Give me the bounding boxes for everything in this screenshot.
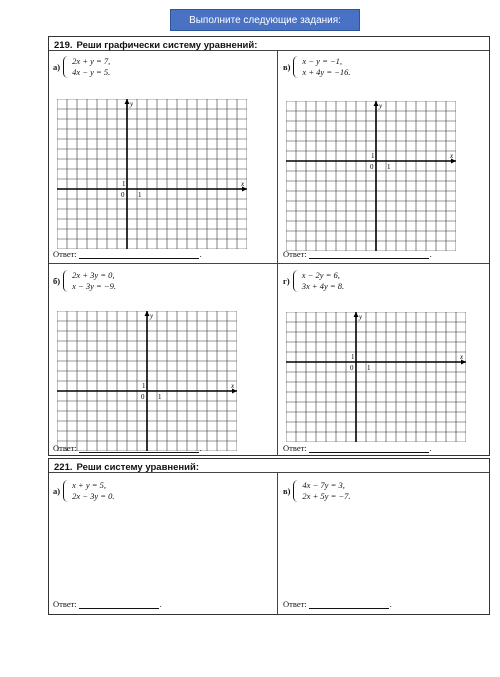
- task-banner: [170, 9, 360, 31]
- answer-dot: .: [429, 249, 432, 259]
- y-axis-label: y: [379, 102, 383, 110]
- x-unit-label: 1: [367, 364, 371, 372]
- system-219-v: [283, 56, 351, 78]
- y-unit-label: 1: [351, 353, 355, 361]
- column-divider: [277, 50, 278, 456]
- equation-2: x − 3y = −9.: [72, 281, 116, 291]
- answer-line[interactable]: [309, 250, 429, 259]
- part-letter: в): [283, 62, 291, 72]
- answer-dot: .: [159, 599, 162, 609]
- answer-label: Ответ:: [283, 249, 307, 259]
- equation-1: 2x + y = 7,: [72, 56, 111, 66]
- answer-219-a: [53, 249, 202, 259]
- coordinate-grid-219-v: [286, 101, 456, 251]
- problem-219-number: 219.: [54, 40, 73, 51]
- answer-219-b: [53, 443, 202, 453]
- banner-text: Выполните следующие задания:: [189, 14, 341, 26]
- y-unit-label: 1: [122, 180, 126, 188]
- title-divider: [49, 472, 489, 473]
- x-unit-label: 1: [387, 163, 391, 171]
- y-axis-arrow-icon: [354, 312, 359, 317]
- coordinate-grid-219-g: [286, 312, 466, 442]
- y-unit-label: 1: [142, 382, 146, 390]
- part-letter: г): [283, 276, 290, 286]
- system-221-v: [283, 480, 351, 502]
- equation-2: 4x − y = 5.: [72, 67, 111, 77]
- y-axis-label: y: [359, 313, 363, 321]
- answer-line[interactable]: [79, 250, 199, 259]
- problem-219-sheet: [48, 36, 490, 456]
- answer-line[interactable]: [79, 600, 159, 609]
- y-axis-arrow-icon: [145, 311, 150, 316]
- answer-label: Ответ:: [283, 599, 307, 609]
- equation-1: 2x + 3y = 0,: [72, 270, 115, 280]
- answer-label: Ответ:: [53, 443, 77, 453]
- y-axis-arrow-icon: [374, 101, 379, 106]
- x-unit-label: 1: [158, 393, 162, 401]
- part-letter: а): [53, 62, 61, 72]
- problem-219-heading: Реши графически систему уравнений:: [76, 40, 258, 51]
- equation-2: 2x − 3y = 0.: [72, 491, 115, 501]
- answer-dot: .: [199, 249, 202, 259]
- answer-dot: .: [389, 599, 392, 609]
- answer-221-v: [283, 599, 392, 609]
- problem-221-number: 221.: [54, 462, 73, 473]
- y-axis-label: y: [130, 100, 134, 108]
- system-219-b: [53, 270, 116, 292]
- answer-line[interactable]: [309, 444, 429, 453]
- answer-dot: .: [199, 443, 202, 453]
- answer-line[interactable]: [79, 444, 199, 453]
- x-unit-label: 1: [138, 191, 142, 199]
- part-letter: а): [53, 486, 61, 496]
- system-brace: [63, 270, 69, 292]
- origin-label: 0: [370, 163, 374, 171]
- answer-label: Ответ:: [283, 443, 307, 453]
- system-219-g: [283, 270, 344, 292]
- y-axis-arrow-icon: [125, 99, 130, 104]
- x-axis-label: x: [460, 353, 464, 361]
- problem-221-heading: Реши систему уравнений:: [76, 462, 200, 473]
- x-axis-label: x: [231, 382, 235, 390]
- equation-2: 3x + 4y = 8.: [301, 281, 345, 291]
- system-brace: [293, 56, 299, 78]
- equation-1: x − y = −1,: [302, 56, 343, 66]
- answer-line[interactable]: [309, 600, 389, 609]
- y-axis-label: y: [150, 312, 154, 320]
- row-divider: [49, 263, 489, 264]
- answer-219-v: [283, 249, 432, 259]
- x-axis-label: x: [450, 152, 454, 160]
- y-unit-label: 1: [371, 152, 375, 160]
- answer-219-g: [283, 443, 432, 453]
- system-brace: [63, 480, 69, 502]
- system-brace: [63, 56, 69, 78]
- coordinate-grid-219-a: [57, 99, 247, 249]
- origin-label: 0: [121, 191, 125, 199]
- system-219-a: [53, 56, 110, 78]
- title-divider: [49, 50, 489, 51]
- answer-221-a: [53, 599, 162, 609]
- x-axis-label: x: [241, 180, 245, 188]
- coordinate-grid-219-b: [57, 311, 237, 451]
- equation-1: 4x − 7y = 3,: [302, 480, 345, 490]
- part-letter: б): [53, 276, 61, 286]
- system-brace: [293, 270, 299, 292]
- origin-label: 0: [350, 364, 354, 372]
- answer-label: Ответ:: [53, 249, 77, 259]
- equation-2: 2x + 5y = −7.: [302, 491, 351, 501]
- answer-dot: .: [429, 443, 432, 453]
- equation-1: x + y = 5,: [72, 480, 106, 490]
- origin-label: 0: [141, 393, 145, 401]
- equation-1: x − 2y = 6,: [301, 270, 340, 280]
- column-divider: [277, 472, 278, 615]
- equation-2: x + 4y = −16.: [302, 67, 351, 77]
- system-221-a: [53, 480, 115, 502]
- answer-label: Ответ:: [53, 599, 77, 609]
- part-letter: в): [283, 486, 291, 496]
- problem-221-sheet: [48, 458, 490, 615]
- system-brace: [293, 480, 299, 502]
